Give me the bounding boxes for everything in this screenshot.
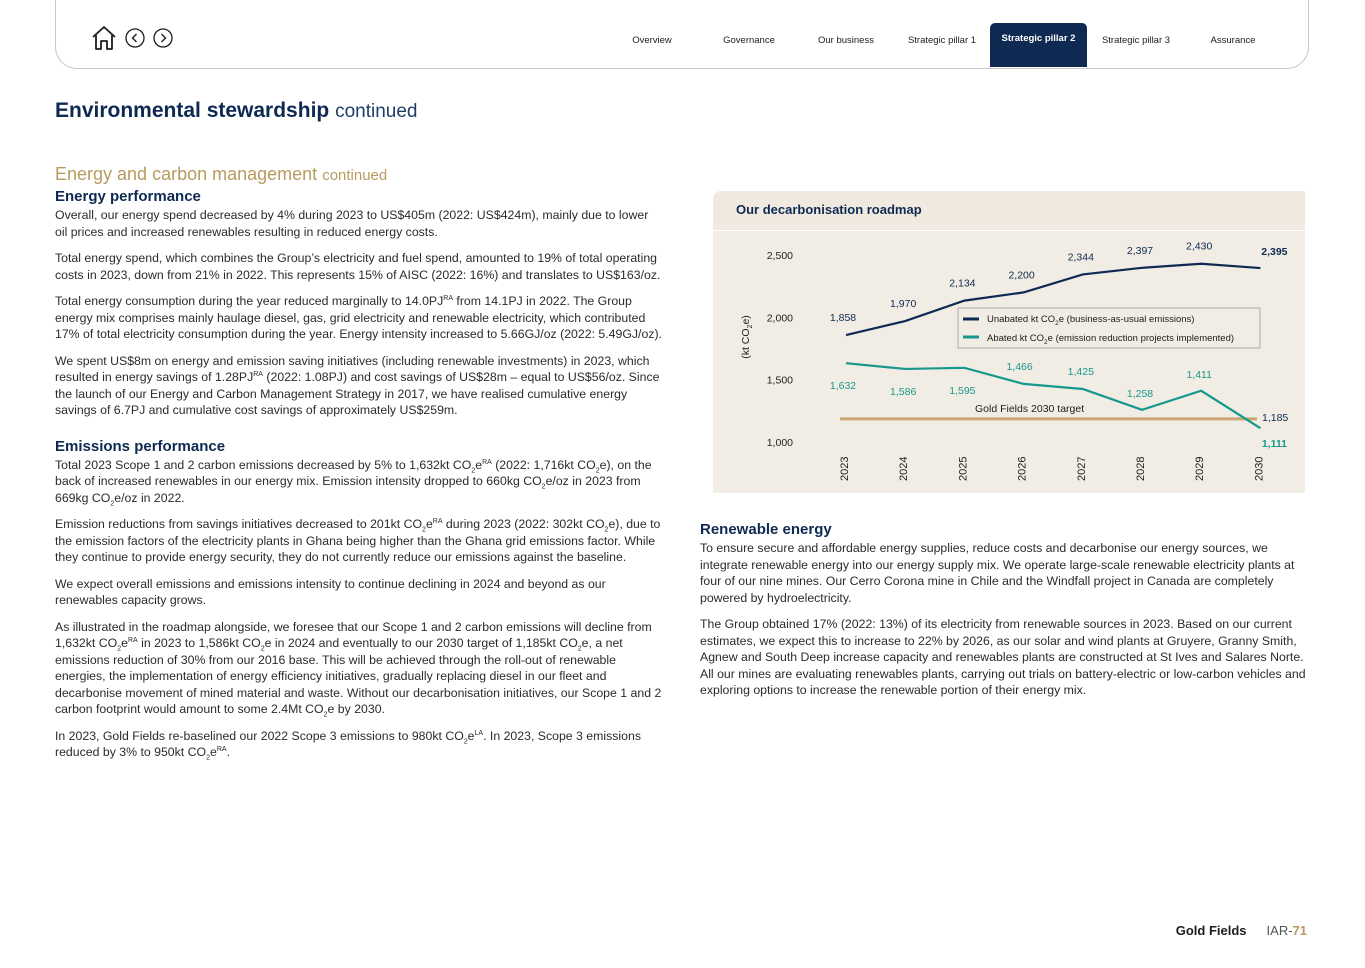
emissions-performance-heading: Emissions performance	[55, 437, 226, 455]
data-label: 1,258	[1126, 387, 1154, 400]
data-label: 2,397	[1126, 244, 1154, 257]
legend-unabated: Unabated kt $CO_2e$ (business-as-usual emissions)	[987, 314, 1195, 327]
previous-page-icon[interactable]	[124, 27, 146, 49]
y-tick-label: 2,500	[766, 250, 793, 262]
emissions-paragraph-2: Emission reductions from savings initiatives decreased to 201kt $CO_2e^{RA}$ during 2023 (2022: 302kt $CO_2e$), due to the emission factors of the electricity plants in Ghana being higher than the Ghana grid emissions factor. While they continue to provide energy security, they do not currently reduce our emissions against the baseline.	[55, 517, 661, 564]
x-tick-label: 2025	[957, 456, 970, 481]
page-footer	[1176, 923, 1307, 938]
data-label: 1,595	[949, 384, 976, 397]
x-tick-label: 2024	[898, 456, 911, 481]
tab-assurance[interactable]: Assurance	[1210, 35, 1256, 46]
data-label: 1,858	[829, 312, 857, 325]
emissions-paragraph-1: Total 2023 Scope 1 and 2 carbon emissions decreased by 5% to 1,632kt $CO_2e^{RA}$ (2022: 1,716kt $CO_2e$), on the back of increased renewables in our energy mix. Emission intensity dropped to 660kg $CO_2e/oz$ in 2023 from 669kg $CO_2e/oz$ in 2022.	[55, 457, 652, 507]
nav-tabs	[604, 23, 1281, 67]
target-value-label: 1,185	[1262, 411, 1289, 424]
renewable-paragraph-1: To ensure secure and affordable energy supplies, reduce costs and decarbonise our energy sources, we integrate renewable energy into our energy supply mix. We operate large-scale renewable electricity plants at four of our nine mines. Our Cerro Corona mine in Chile and the Windfall project in Canada are completely powered by hydroelectricity.	[700, 541, 1295, 605]
top-navigation-bar	[55, 0, 1309, 69]
y-tick-label: 1,000	[766, 437, 793, 449]
section-title-suffix: continued	[322, 167, 388, 184]
energy-paragraph-1: Overall, our energy spend decreased by 4% during 2023 to US$405m (2022: US$424m), mainly due to lower oil prices and increased renewables resulting in reduced energy costs.	[55, 208, 649, 239]
x-tick-label: 2029	[1194, 456, 1207, 481]
left-column	[55, 164, 663, 771]
data-label: 1,970	[890, 298, 917, 311]
emissions-paragraph-4: As illustrated in the roadmap alongside, we foresee that our Scope 1 and 2 carbon emissions will decline from 1,632kt $CO_2e^{RA}$ in 2023 to 1,586kt $CO_2e$ in 2024 and eventually to our 2030 target of 1,185kt $CO_2e$, a net emissions reduction of 30% from our 2016 base. This will be achieved through the roll-out of renewable energies, the implementation of energy efficiency initiatives, gradually replacing diesel in our fleet and decarbonise movement of mined material and waste. Without our decarbonisation initiatives, our Scope 1 and 2 carbon footprint would amount to some 2.4Mt $CO_2e$ by 2030.	[55, 619, 662, 719]
page-prefix: IAR-	[1266, 923, 1293, 938]
data-label: 2,430	[1186, 240, 1213, 253]
tab-strategic-pillar-2[interactable]: Strategic pillar 2	[990, 23, 1087, 67]
footer-brand: Gold Fields	[1175, 923, 1247, 938]
data-label: 2,344	[1067, 251, 1094, 264]
x-tick-label: 2027	[1075, 456, 1088, 481]
page-number-value: 71	[1292, 923, 1307, 938]
x-tick-label: 2030	[1253, 456, 1266, 481]
y-tick-label: 2,000	[766, 312, 793, 325]
nav-icon-group	[90, 24, 174, 52]
data-label: 1,411	[1186, 368, 1212, 381]
page-title	[55, 99, 417, 123]
energy-paragraph-3: Total energy consumption during the year reduced marginally to $14.0PJ^{RA}$ from 14.1PJ in 2022. The Group energy mix comprises mainly haulage diesel, gas, grid electricity and renewable electricity, which contributed 17% of total electricity consumption during the year. Energy intensity increased to 5.66GJ/oz (2022: 5.49GJ/oz).	[55, 294, 662, 341]
renewable-paragraph-2: The Group obtained 17% (2022: 13%) of its electricity from renewable sources in 2023. Based on our current estimates, we expect this to increase to 22% by 2026, as our solar and wind plants at Gruyere, Granny Smith, Agnew and South Deep increase capacity and renewables plants are constructed at St Ives and Salares Norte. All our mines are evaluating renewables plants, carrying out trials on battery-electric or low-carbon vehicles and exploring options to increase the renewable portion of their energy mix.	[700, 617, 1306, 697]
energy-performance-heading: Energy performance	[55, 188, 201, 205]
home-icon[interactable]	[90, 24, 118, 52]
data-label: 1,111	[1261, 438, 1287, 451]
data-label: 1,632	[829, 380, 857, 393]
page-number	[1267, 923, 1307, 938]
x-tick-label: 2028	[1135, 456, 1147, 481]
data-label: 1,586	[890, 385, 917, 398]
page-title-text: Environmental stewardship	[55, 99, 330, 122]
tab-governance[interactable]: Governance	[723, 35, 775, 46]
legend-unabated-prefix: Unabated kt CO	[987, 314, 1056, 325]
y-axis-label: (kt $CO_2e$)	[740, 315, 754, 359]
tab-strategic-pillar-1[interactable]: Strategic pillar 1	[907, 35, 977, 46]
page-title-suffix: continued	[335, 101, 418, 122]
legend-abated: Abated kt $CO_2e$ (emission reduction projects implemented)	[987, 333, 1235, 346]
energy-paragraph-4: We spent US$8m on energy and emission saving initiatives (including renewable investments) in 2023, which resulted in energy savings of $1.28PJ^{RA}$ (2022: 1.08PJ) and cost savings of US$28m – equal to US$56/oz. Since the launch of our Energy and Carbon Management Strategy in 2017, we have realised cumulative energy savings of 6.7PJ and cumulative cost savings of approximately US$259m.	[55, 353, 660, 417]
energy-paragraph-2: Total energy spend, which combines the Group’s electricity and fuel spend, amounted to 19% of total operating costs in 2023, down from 21% in 2022. This represents 15% of AISC (2022: 16%) and translates to US$163/oz.	[55, 251, 661, 282]
tab-overview[interactable]: Overview	[632, 35, 672, 46]
x-tick-label: 2026	[1016, 456, 1029, 481]
next-page-icon[interactable]	[152, 27, 174, 49]
section-title	[55, 164, 663, 185]
decarbonisation-roadmap-chart	[713, 191, 1305, 493]
section-title-text: Energy and carbon management	[55, 164, 318, 184]
tab-strategic-pillar-3[interactable]: Strategic pillar 3	[1101, 35, 1171, 46]
renewable-energy-heading: Renewable energy	[700, 521, 832, 538]
data-label: 1,425	[1067, 366, 1094, 379]
legend-abated-prefix: Abated kt CO	[987, 333, 1045, 344]
data-label: 2,395	[1261, 246, 1288, 259]
target-label: Gold Fields 2030 target	[975, 402, 1085, 415]
chart-plot	[713, 191, 1305, 493]
chart-title: Our decarbonisation roadmap	[736, 202, 922, 217]
y-tick-label: 1,500	[766, 374, 793, 387]
data-label: 1,466	[1006, 360, 1033, 373]
chart-legend	[958, 308, 1260, 348]
emissions-paragraph-5: In 2023, Gold Fields re-baselined our 2022 Scope 3 emissions to 980kt $CO_2e^{LA}$. In 2023, Scope 3 emissions reduced by 3% to 950kt $CO_2e^{RA}$.	[55, 728, 641, 762]
data-label: 2,200	[1008, 269, 1035, 282]
right-column	[700, 520, 1312, 709]
emissions-paragraph-3: We expect overall emissions and emissions intensity to continue declining in 2024 and beyond as our renewables capacity grows.	[55, 576, 606, 607]
x-tick-label: 2023	[839, 456, 851, 481]
tab-our-business[interactable]: Our business	[818, 35, 874, 46]
data-label: 2,134	[949, 277, 976, 290]
